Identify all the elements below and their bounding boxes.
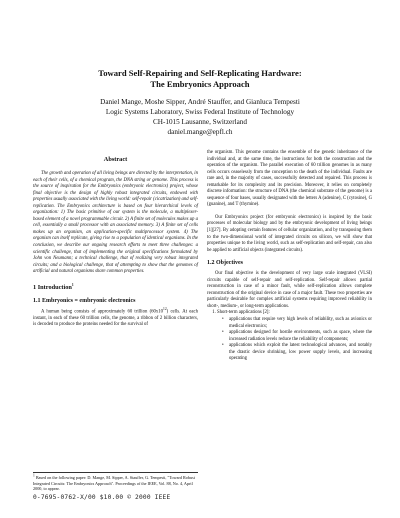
left-column	[33, 150, 198, 329]
footnote-text: Based on the following paper: D. Mange, M. Sipper, A. Stauffer, G. Tempesti, "Toward Robust Integrated Circuits: The Embryonics Approach". Proceedings of the IEEE, Vol. 88, No. 4, April 2000, to appear.	[33, 475, 195, 492]
bullet-item: • applications which exploit the latest technological advances, and notably the drastic device shrinking, low power supply levels, and increasing operating	[229, 343, 372, 363]
intro-footnote-marker: 1	[71, 282, 74, 287]
applications-list	[207, 310, 372, 362]
intro-heading	[33, 284, 198, 292]
list-item	[217, 310, 372, 362]
intro-heading-text: 1 Introduction	[33, 283, 72, 291]
intro-para-start: A human being consists of approximately 60 trillion (60x10	[41, 309, 164, 315]
intro-para-rest: ) cells. At each instant, in each of these 60 trillion cells, the genome, a ribbon of 2 billion characters, is decoded to produce the proteins needed for the survival of	[33, 309, 198, 328]
author-block	[40, 97, 360, 137]
objectives-heading: 1.2 Objectives	[207, 260, 243, 267]
list-item-label: Short-term applications [2]:	[217, 310, 270, 316]
footnote-marker: 1	[33, 473, 35, 478]
footnote	[33, 472, 198, 492]
embryonics-subheading: 1.1 Embryonics = embryonic electronics	[33, 297, 136, 304]
affiliation: Logic Systems Laboratory, Swiss Federal Institute of Technology	[105, 108, 295, 116]
address: CH-1015 Lausanne, Switzerland	[152, 118, 247, 126]
title-line-1: Toward Self-Repairing and Self-Replicating Hardware:	[98, 68, 302, 78]
authors-line: Daniel Mange, Moshe Sipper, André Stauffer, and Gianluca Tempesti	[100, 98, 300, 106]
paper-title	[40, 68, 360, 90]
email: daniel.mange@epfl.ch	[167, 128, 233, 136]
bullet-item: • applications designed for hostile environments, such as space, where the increased radiation levels reduce the reliability of components;	[229, 330, 372, 343]
right-column	[207, 150, 372, 363]
right-paragraph-1: the organism. This genome contains the ensemble of the genetic inheritance of the individual and, at the same time, the instructions for both the construction and the operation of the organism. The parallel execution of 60 trillion genomes in as many cells occurs ceaselessly from the conception to the death of the individual. Faults are rare and, in the majority of cases, successfully detected and repaired. This process is remarkable for its complexity and its precision. Moreover, it relies on completely discrete information: the structure of DNA (the chemical substrate of the genome) is a sequence of four bases, usually designated with the letters A (adenine), C (cytosine), G (guanine), and T (thymine).	[207, 150, 372, 208]
abstract-heading: Abstract	[103, 156, 128, 163]
bullet-item: • applications that require very high levels of reliability, such as avionics or medical electronics;	[229, 317, 372, 330]
copyright-line: 0-7695-0762-X/00 $10.00 © 2000 IEEE	[33, 494, 171, 501]
intro-exponent: 12	[163, 306, 167, 311]
right-paragraph-2: Our Embryonics project (for embryonic electronics) is inspired by the basic processes of molecular biology and by the embryonic development of living beings [1][27]. By adopting certain features of cellular organization, and by transposing them to the two-dimensional world of integrated circuits on silicon, we will show that properties unique to the living world, such as self-replication and self-repair, can also be applied to artificial objects (integrated circuits).	[207, 214, 372, 253]
bullet-list	[217, 317, 372, 363]
abstract-text: The growth and operation of all living beings are directed by the interpretation, in each of their cells, of a chemical program, the DNA string or genome. This process is the source of inspiration for the Embryonics (embryonic electronics) project, whose final objective is the design of highly robust integrated circuits, endowed with properties usually associated with the living world: self-repair (cicatrization) and self-replication. The Embryonics architecture is based on four hierarchical levels of organization: 1) The basic primitive of our system is the molecule, a multiplexer-based element of a novel programmable circuit. 2) A finite set of molecules makes up a cell, essentially a small processor with an associated memory. 3) A finite set of cells makes up an organism, an application-specific multiprocessor system. 4) The organism can itself replicate, giving rise to a population of identical organisms. In the conclusion, we describe our ongoing research efforts to meet three challenges: a scientific challenge, that of implementing the original specifications formulated by John von Neumann; a technical challenge, that of realizing very robust integrated circuits; and a biological challenge, that of attempting to show that the genomes of artificial and natural organisms share common properties.	[33, 171, 198, 275]
intro-paragraph	[33, 306, 198, 329]
objectives-paragraph: Our final objective is the development of very large scale integrated (VLSI) circuits capable of self-repair and self-replication. Self-repair allows partial reconstruction in case of a minor fault, while self-replication allows complete reconstruction of the original device in case of a major fault. These two properties are particularly desirable for complex artificial systems requiring improved reliability in short-, medium-, or long-term applications.	[207, 271, 372, 309]
title-line-2: The Embryonics Approach	[150, 79, 250, 89]
